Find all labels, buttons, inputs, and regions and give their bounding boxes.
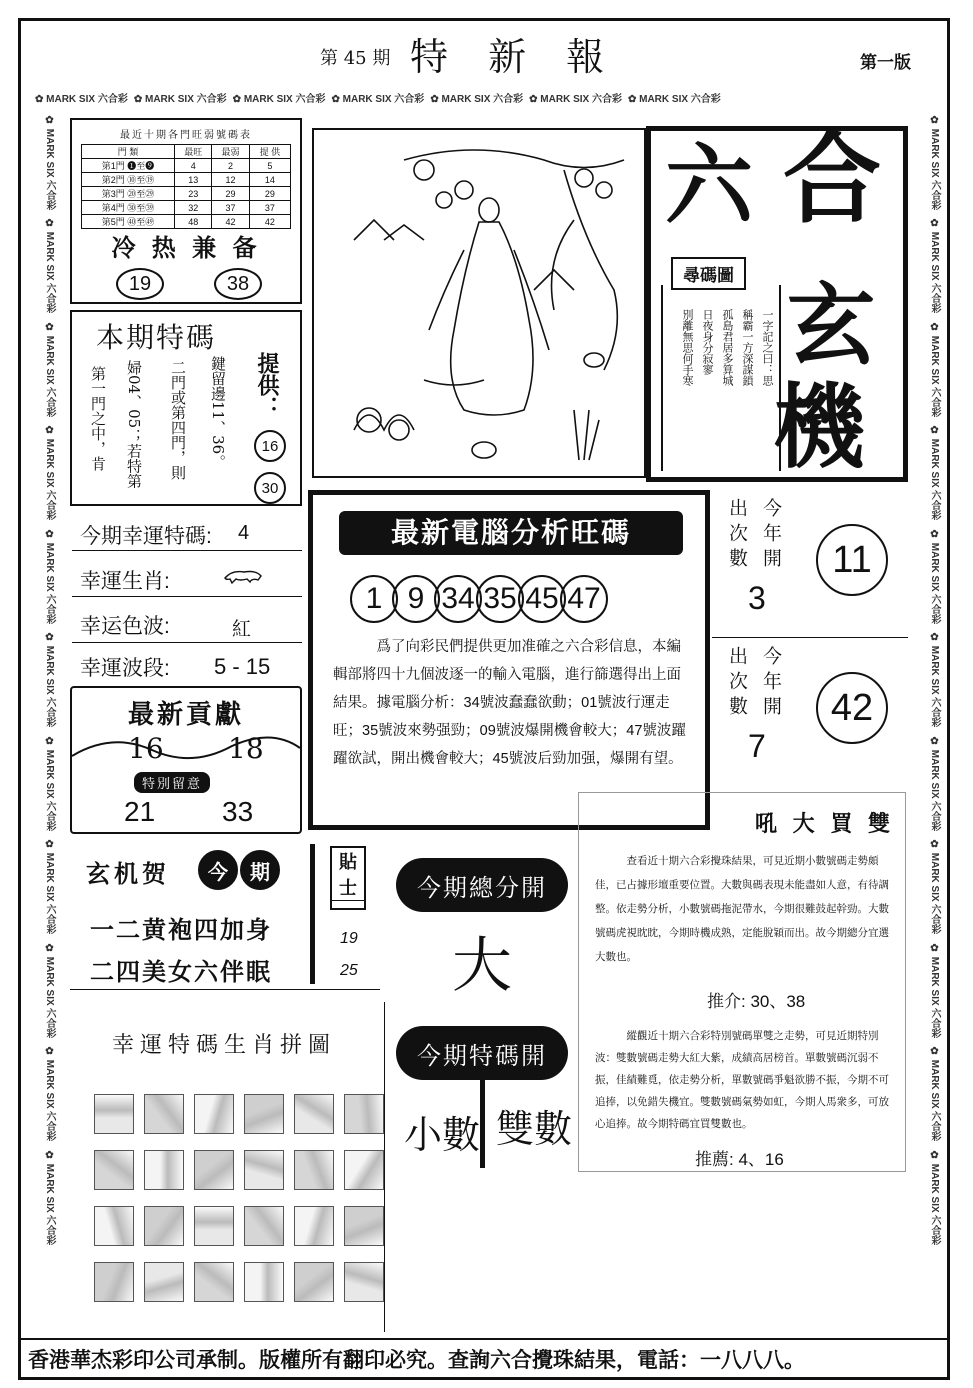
watermark-text: ✿ MARK SIX 六合彩 (44, 839, 55, 935)
lucky-color-label: 幸运色波: (80, 615, 170, 638)
tip-number: 19 (340, 930, 358, 947)
xuanji-line: 一二黄袍四加身 (90, 915, 272, 944)
table-cell: 4 (175, 159, 212, 173)
watermark-text: ✿ MARK SIX 六合彩 (929, 218, 940, 314)
table-row (82, 215, 291, 229)
xuanji-badge: 今 (198, 850, 238, 890)
contribution-number: 33 (222, 796, 254, 827)
puzzle-piece (244, 1206, 284, 1246)
total-open-value: 大 (452, 931, 512, 1001)
scroll-column: 一字記之曰：思 (761, 309, 774, 386)
puzzle-piece (344, 1206, 384, 1246)
watermark-text: ✿ MARK SIX 六合彩 (929, 321, 940, 418)
scroll-column: 稱霸一方深謀鎖 (741, 309, 754, 386)
puzzle-piece (144, 1094, 184, 1134)
xuanji-title: 玄机贺 (86, 859, 170, 888)
table-row (82, 159, 291, 173)
watermark-text: ✿ MARK SIX 六合彩 (929, 632, 940, 728)
watermark-text: ✿ MARK SIX 六合彩 (430, 93, 524, 105)
puzzle-piece (194, 1150, 234, 1190)
liuhe-char: 六 (665, 133, 754, 237)
puzzle-piece (294, 1150, 334, 1190)
table-header: 提 供 (249, 145, 290, 159)
watermark-text: ✿ MARK SIX 六合彩 (331, 93, 425, 105)
watermark-text: ✿ MARK SIX 六合彩 (35, 93, 128, 105)
edition-label: 第一版 (860, 53, 911, 73)
issue-number: 第 45 期 (320, 48, 391, 69)
lucky-color-value: 紅 (232, 618, 252, 640)
table-cell: 29 (249, 187, 290, 201)
special-hint-col: 二門或第四門，則 (169, 360, 187, 480)
watermark-text: ✿ MARK SIX 六合彩 (929, 839, 940, 935)
scroll-column: 別離無思何手寒 (681, 309, 694, 386)
puzzle-piece (194, 1262, 234, 1302)
table-row (82, 201, 291, 215)
puzzle-title: 幸運特碼生肖拼圖 (112, 1033, 337, 1058)
table-cell: 29 (212, 187, 249, 201)
puzzle-piece (344, 1094, 384, 1134)
table-row (82, 145, 291, 159)
count-label: 出次數 (726, 498, 748, 573)
computer-numbers (353, 575, 605, 623)
liuhe-char: 玄 (787, 273, 876, 377)
watermark-text: ✿ MARK SIX 六合彩 (929, 1046, 940, 1142)
hot-table-title: 最近十期各門旺弱號碼表 (120, 130, 252, 141)
cold-hot-number: 19 (116, 268, 164, 300)
lucky-range-label: 幸運波段: (80, 657, 170, 680)
puzzle-piece (94, 1150, 134, 1190)
xuanji-line: 二四美女六伴眠 (90, 957, 272, 986)
special-hint-col: 鍵留邊11、36。 (209, 356, 227, 470)
double-title: 吼 大 買 雙 (755, 811, 894, 837)
tip-label: 貼 (339, 852, 357, 873)
liuhe-char: 合 (783, 122, 882, 237)
table-cell: 14 (249, 173, 290, 187)
liuhe-char: 機 (773, 373, 866, 481)
table-header: 最弱 (212, 145, 249, 159)
table-row (82, 187, 291, 201)
table-cell: 37 (249, 201, 290, 215)
table-row (82, 173, 291, 187)
table-cell: 第5門 ㊵至㊾ (82, 215, 175, 229)
watermark-text: ✿ MARK SIX 六合彩 (929, 942, 940, 1039)
lucky-ball: 45 (518, 575, 566, 623)
puzzle-piece (294, 1206, 334, 1246)
table-cell: 12 (212, 173, 249, 187)
cold-hot-number: 38 (214, 268, 262, 300)
contribution-number: 21 (124, 796, 156, 827)
cold-hot-title: 冷 热 兼 备 (111, 233, 261, 262)
tip-number: 25 (340, 962, 358, 979)
tip-label: 士 (332, 874, 364, 901)
divider (72, 550, 302, 551)
watermark-strip-left (33, 115, 57, 1335)
contribution-note: 特別留意 (134, 772, 210, 793)
lucky-ball: 34 (434, 575, 482, 623)
table-cell: 第2門 ⑩至⑲ (82, 173, 175, 187)
divider (72, 596, 302, 597)
watermark-strip-top (35, 86, 915, 108)
lucky-ball: 47 (560, 575, 608, 623)
puzzle-piece (144, 1150, 184, 1190)
double-recommend: 推介: 30、38 (707, 992, 806, 1011)
lucky-ball: 35 (476, 575, 524, 623)
divider (310, 844, 315, 984)
watermark-text: ✿ MARK SIX 六合彩 (44, 735, 55, 832)
lucky-ball: 9 (392, 575, 440, 623)
divider (72, 642, 302, 643)
contribution-panel (70, 686, 302, 834)
lucky-ball: 1 (350, 575, 398, 623)
watermark-text: ✿ MARK SIX 六合彩 (929, 1149, 940, 1245)
zodiac-icon (222, 566, 264, 586)
scroll-column: 日夜身分寂寥 (701, 309, 714, 375)
puzzle-piece (294, 1262, 334, 1302)
hot-numbers-panel (70, 118, 302, 304)
table-cell: 48 (175, 215, 212, 229)
count-number: 11 (816, 524, 888, 596)
watermark-text: ✿ MARK SIX 六合彩 (929, 425, 940, 521)
puzzle-piece (94, 1206, 134, 1246)
illustration-panel (312, 128, 646, 478)
special-number: 16 (254, 430, 286, 462)
special-open-left: 小數 (404, 1113, 481, 1157)
footer-text: 香港華杰彩印公司承制。版權所有翻印必究。查詢六合攪珠結果，電話：一八八八。 (28, 1347, 805, 1372)
puzzle-piece (344, 1262, 384, 1302)
total-open-title: 今期總分開 (396, 858, 568, 912)
watermark-text: ✿ MARK SIX 六合彩 (627, 93, 721, 105)
double-text: 查看近十期六合彩攪珠結果，可見近期小數號碼走勢頗佳，已占據形壇重要位置。大數與碼表現未能盡如人意，有待調整。依走勢分析，小數號碼拖泥帶水，今期很難鼓起幹勁。大數號碼虎視眈眈，今期時機成熟，定能脫穎而出。故今期總分宜選大數也。 (595, 855, 889, 963)
count-label: 今年開 (760, 498, 782, 573)
puzzle-piece (344, 1150, 384, 1190)
contribution-number: 18 (228, 732, 264, 765)
watermark-text: ✿ MARK SIX 六合彩 (44, 1046, 55, 1142)
special-hint-col: 婦04、05；若特第 (125, 360, 143, 489)
double-section (578, 792, 906, 1172)
lucky-special-label: 今期幸運特碼: (80, 525, 212, 548)
page-title: 特 新 報 (410, 35, 619, 79)
this-special-title: 本期特碼 (96, 321, 217, 354)
puzzle-piece (194, 1094, 234, 1134)
table-cell: 32 (175, 201, 212, 215)
watermark-text: ✿ MARK SIX 六合彩 (929, 115, 940, 211)
watermark-text: ✿ MARK SIX 六合彩 (929, 735, 940, 832)
special-number: 30 (254, 472, 286, 504)
computer-paragraph: 爲了向彩民們提供更加准確之六合彩信息，本編輯部將四十九個波逐一的輸入電腦，進行篩選得出上面結果。據電腦分析：34號波蠢蠢欲動；01號波行運走旺；35號波來勢强勁；09號波爆開機會較大；47號波躍躍欲試，開出機會較大；45號波后勁加强，爆開有望。 (333, 639, 686, 767)
table-cell: 第4門 ㉚至㊴ (82, 201, 175, 215)
table-cell: 42 (249, 215, 290, 229)
special-hint-col: 第一門之中，肯 (89, 366, 107, 471)
puzzle-piece (194, 1206, 234, 1246)
puzzle-piece (94, 1094, 134, 1134)
hot-table (81, 144, 291, 229)
scroll (661, 285, 781, 471)
table-cell: 5 (249, 159, 290, 173)
puzzle-panel (70, 1002, 385, 1332)
count-panel-1 (712, 490, 908, 638)
table-cell: 2 (212, 159, 249, 173)
watermark-text: ✿ MARK SIX 六合彩 (929, 528, 940, 625)
watermark-text: ✿ MARK SIX 六合彩 (133, 93, 227, 105)
watermark-text: ✿ MARK SIX 六合彩 (44, 321, 55, 418)
watermark-text: ✿ MARK SIX 六合彩 (44, 1149, 55, 1245)
table-cell: 第3門 ⑳至㉙ (82, 187, 175, 201)
table-header: 門 類 (82, 145, 175, 159)
double-text: 縱觀近十期六合彩特別號碼單雙之走勢，可見近期特別波：雙數號碼走勢大紅大紫，成績高居榜首。單數號碼沉弱不振，佳績難覓，依走勢分析，單數號碼爭魁欲勝不振，今期不可追捧，以免錯失機宜。雙數號碼氣勢如虹，今期人馬衆多，可放心追捧。故今期特碼宜買雙數也。 (595, 1030, 889, 1130)
count-value: 7 (748, 728, 766, 764)
watermark-text: ✿ MARK SIX 六合彩 (44, 942, 55, 1039)
count-label: 今年開 (760, 646, 782, 721)
table-cell: 13 (175, 173, 212, 187)
count-label: 出次數 (726, 646, 748, 721)
table-header: 最旺 (175, 145, 212, 159)
tip-box (330, 846, 366, 910)
puzzle-piece (94, 1262, 134, 1302)
contribution-number: 16 (128, 732, 164, 765)
count-value: 3 (748, 580, 766, 616)
footer-line (20, 1338, 948, 1340)
lucky-special-value: 4 (238, 522, 250, 544)
table-cell: 37 (212, 201, 249, 215)
puzzle-piece (244, 1150, 284, 1190)
wave-decoration (72, 728, 300, 768)
puzzle-piece (244, 1094, 284, 1134)
liuhe-xuanji-panel (646, 122, 908, 482)
count-panel-2 (712, 640, 908, 788)
table-cell: 42 (212, 215, 249, 229)
watermark-text: ✿ MARK SIX 六合彩 (44, 528, 55, 625)
special-open-right: 雙數 (496, 1107, 573, 1151)
watermark-text: ✿ MARK SIX 六合彩 (232, 93, 326, 105)
puzzle-piece (294, 1094, 334, 1134)
puzzle-piece (144, 1206, 184, 1246)
xuanji-badge: 期 (240, 850, 280, 890)
puzzle-piece (144, 1262, 184, 1302)
watermark-text: ✿ MARK SIX 六合彩 (44, 425, 55, 521)
watermark-text: ✿ MARK SIX 六合彩 (44, 115, 55, 211)
divider (480, 1080, 485, 1168)
special-open-title: 今期特碼開 (396, 1026, 568, 1080)
watermark-text: ✿ MARK SIX 六合彩 (44, 218, 55, 314)
table-cell: 第1門 ❶至❾ (82, 159, 175, 173)
lady-illustration (314, 130, 644, 476)
contribution-title: 最新貢獻 (127, 699, 244, 729)
watermark-strip-right (918, 115, 942, 1335)
double-recommend: 推薦: 4、16 (695, 1150, 784, 1169)
computer-title: 最新電腦分析旺碼 (339, 511, 683, 555)
seek-code-label: 尋碼圖 (671, 257, 746, 290)
scroll-text (675, 309, 775, 439)
lucky-zodiac-label: 幸運生肖: (80, 570, 170, 593)
lucky-range-value: 5 - 15 (214, 654, 271, 679)
watermark-text: ✿ MARK SIX 六合彩 (529, 93, 622, 105)
puzzle-piece (244, 1262, 284, 1302)
count-number: 42 (816, 672, 888, 744)
computer-analysis-panel (308, 490, 710, 830)
this-special-panel (70, 310, 302, 506)
provide-label: 提供： (254, 352, 280, 418)
scroll-column: 孤島君居多算城 (721, 309, 734, 386)
table-cell: 23 (175, 187, 212, 201)
watermark-text: ✿ MARK SIX 六合彩 (44, 632, 55, 728)
